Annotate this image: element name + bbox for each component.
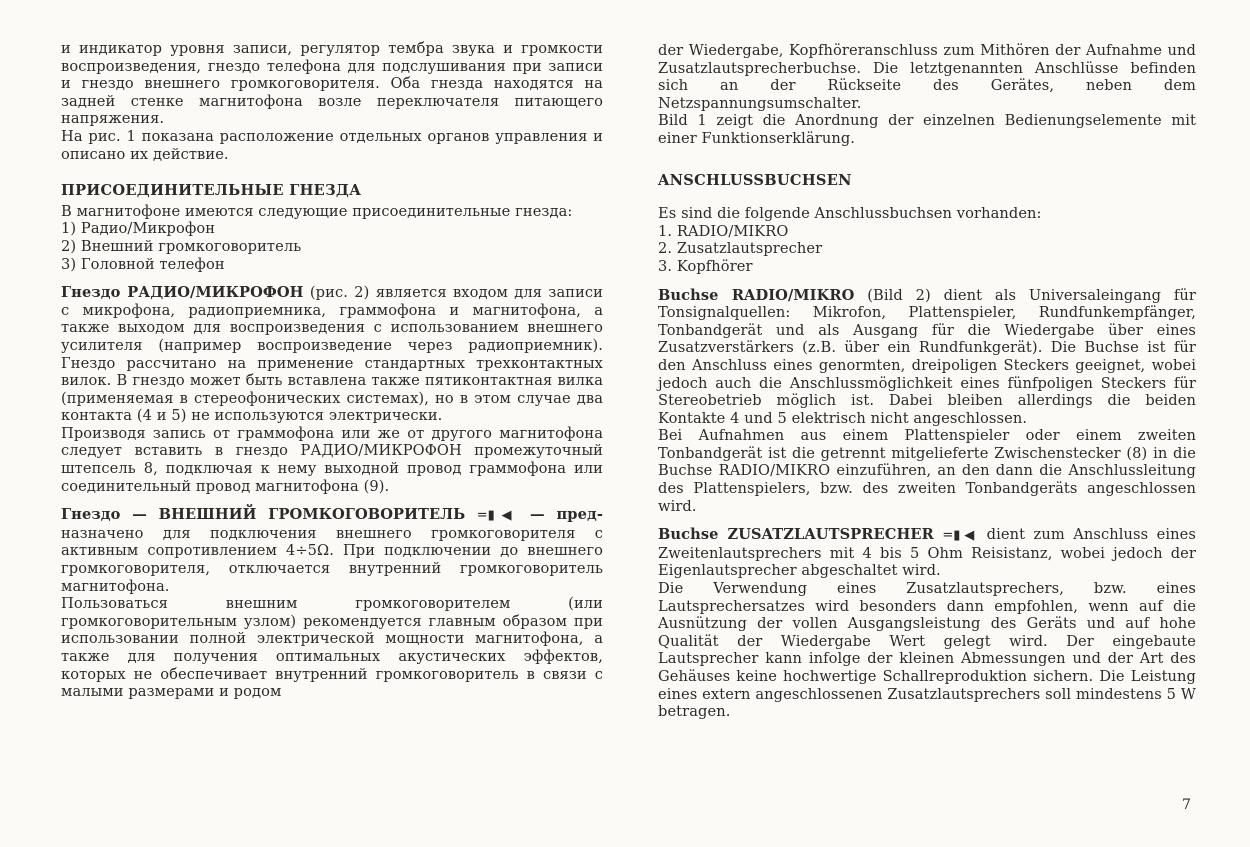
- radio-jack-text: (Bild 2) dient als Universaleingang für Tonsignalquellen: Mikrofon, Plattenspieler, Rundfunkempfänger, Tonbandgerät und als Ausgang für die Wiedergabe über eines Zusatzverstärkers (z.B. über ein Rundfunkgerät). Die Buchse ist für den Anschluss eines genormten, dreipoligen Steckers geeignet, wobei jedoch auch die Anschlussmöglichkeit eines fünfpoligen Steckers für Stereobetrieb möglich ist. Dabei bleiben allerdings die beiden Kontakte 4 und 5 elektrisch nicht angeschlossen.: [658, 286, 1196, 427]
- jack-list: [61, 220, 603, 273]
- german-column: [658, 42, 1196, 721]
- speaker-jack-lead: Гнездо — ВНЕШНИЙ ГРОМКОГОВОРИТЕЛЬ: [61, 506, 466, 524]
- list-intro: Es sind die folgende Anschlussbuchsen vorhanden:: [658, 205, 1042, 223]
- list-intro: В магнитофоне имеются следующие присоединительные гнезда:: [61, 202, 573, 220]
- radio-jack-text: (рис. 2) является входом для записи с микрофона, радиоприемника, граммофона и магнитофона, а также выходом для воспроизведения с использованием внешнего усилителя (например воспроизведение через радиоприемник). Гнездо рассчитано на применение стандартных трехконтактных вилок. В гнездо может быть вставлена также пятиконтактная вилка (применяемая в стереофонических системах), но в этом случае два контакта (4 и 5) не используются электрически.: [61, 284, 603, 425]
- speaker-jack-lead-2: — пред-: [518, 506, 603, 524]
- speaker-jack-text: dient zum Anschluss eines Zweitenlautsprechers mit 4 bis 5 Ohm Reisistanz, wobei jedoch der Eigenlautsprecher abgeschaltet wird.: [658, 526, 1196, 580]
- section-heading: ПРИСОЕДИНИТЕЛЬНЫЕ ГНЕЗДА: [61, 182, 362, 200]
- radio-jack-paragraph-2: Bei Aufnahmen aus einem Plattenspieler oder einem zweiten Tonbandgerät ist die getrennt mitgelieferte Zwischenstecker (8) in die Buchse RADIO/MIKRO einzuführen, an den dann die Anschlussleitung des Plattenspielers, bzw. des zweiten Tonbandgeräts angeschlossen wird.: [658, 427, 1196, 515]
- speaker-symbol-icon: =▮◀: [942, 528, 979, 544]
- radio-jack-paragraph: [61, 284, 603, 425]
- speaker-symbol-icon: =▮◀: [476, 508, 519, 524]
- speaker-jack-paragraph: [658, 526, 1196, 580]
- list-item: 2. Zusatzlautsprecher: [658, 240, 823, 258]
- section-heading: ANSCHLUSSBUCHSEN: [658, 171, 852, 189]
- speaker-jack-lead: Buchse ZUSATZLAUTSPRECHER: [658, 526, 934, 544]
- speaker-jack-text: назначено для подключения внешнего громкоговорителя с активным сопротивлением 4÷5Ω. При подключении до внешнего громкоговорителя, отключается внутренний громкоговоритель магнитофона.: [61, 524, 603, 595]
- intro-paragraph: der Wiedergabe, Kopfhöreranschluss zum Mithören der Aufnahme und Zusatzlautsprecherbuchse. Die letztgenannten Anschlüsse befinden sich an der Rückseite des Gerätes, neben dem Netzspannungsumschalter.: [658, 42, 1196, 112]
- list-item: 1. RADIO/MIKRO: [658, 222, 789, 240]
- intro-paragraph: На рис. 1 показана расположение отдельных органов управления и описано их действие.: [61, 127, 603, 163]
- intro-paragraph: Bild 1 zeigt die Anordnung der einzelnen Bedienungselemente mit einer Funktionserklärung.: [658, 112, 1196, 147]
- jack-list: [658, 223, 1196, 276]
- list-item: 3. Kopfhörer: [658, 257, 753, 275]
- russian-column: [61, 40, 603, 701]
- list-item: 3) Головной телефон: [61, 255, 225, 273]
- list-item: 1) Радио/Микрофон: [61, 220, 216, 238]
- radio-jack-paragraph-2: Производя запись от граммофона или же от другого магнитофона следует вставить в гнездо РАДИО/МИКРОФОН промежуточный штепсель 8, подключая к нему выходной провод граммофона или соединительный провод магнитофона (9).: [61, 424, 603, 495]
- page-number: 7: [1182, 797, 1191, 813]
- speaker-jack-paragraph-2: Die Verwendung eines Zusatzlautsprechers, bzw. eines Lautsprechersatzes wird besonders dann empfohlen, wenn auf die Ausnützung der vollen Ausgangsleistung des Geräts und auf hohe Qualität der Wiedergabe Wert gelegt wird. Der eingebaute Lautsprecher kann infolge der kleinen Abmessungen und der Art des Gehäuses keine hochwertige Schallreproduktion sichern. Die Leistung eines extern angeschlossenen Zusatzlautsprechers soll mindestens 5 W betragen.: [658, 580, 1196, 721]
- speaker-jack-paragraph: [61, 506, 603, 595]
- list-item: 2) Внешний громкоговоритель: [61, 237, 302, 255]
- intro-paragraph: и индикатор уровня записи, регулятор тембра звука и громкости воспроизведения, гнездо телефона для подслушивания при записи и гнездо внешнего громкоговорителя. Оба гнезда находятся на задней стенке магнитофона возле переключателя питающего напряжения.: [61, 40, 603, 128]
- radio-jack-paragraph: [658, 287, 1196, 428]
- radio-jack-lead: Buchse RADIO/MIKRO: [658, 286, 855, 304]
- speaker-jack-paragraph-2: Пользоваться внешним громкоговорителем (или громкоговорительным узлом) рекомендуется главным образом при использовании полной электрической мощности магнитофона, а также для получения оптимальных акустических эффектов, которых не обеспечивает внутренний громкоговоритель в связи с малыми размерами и родом: [61, 595, 603, 701]
- radio-jack-lead: Гнездо РАДИО/МИКРОФОН: [61, 284, 304, 302]
